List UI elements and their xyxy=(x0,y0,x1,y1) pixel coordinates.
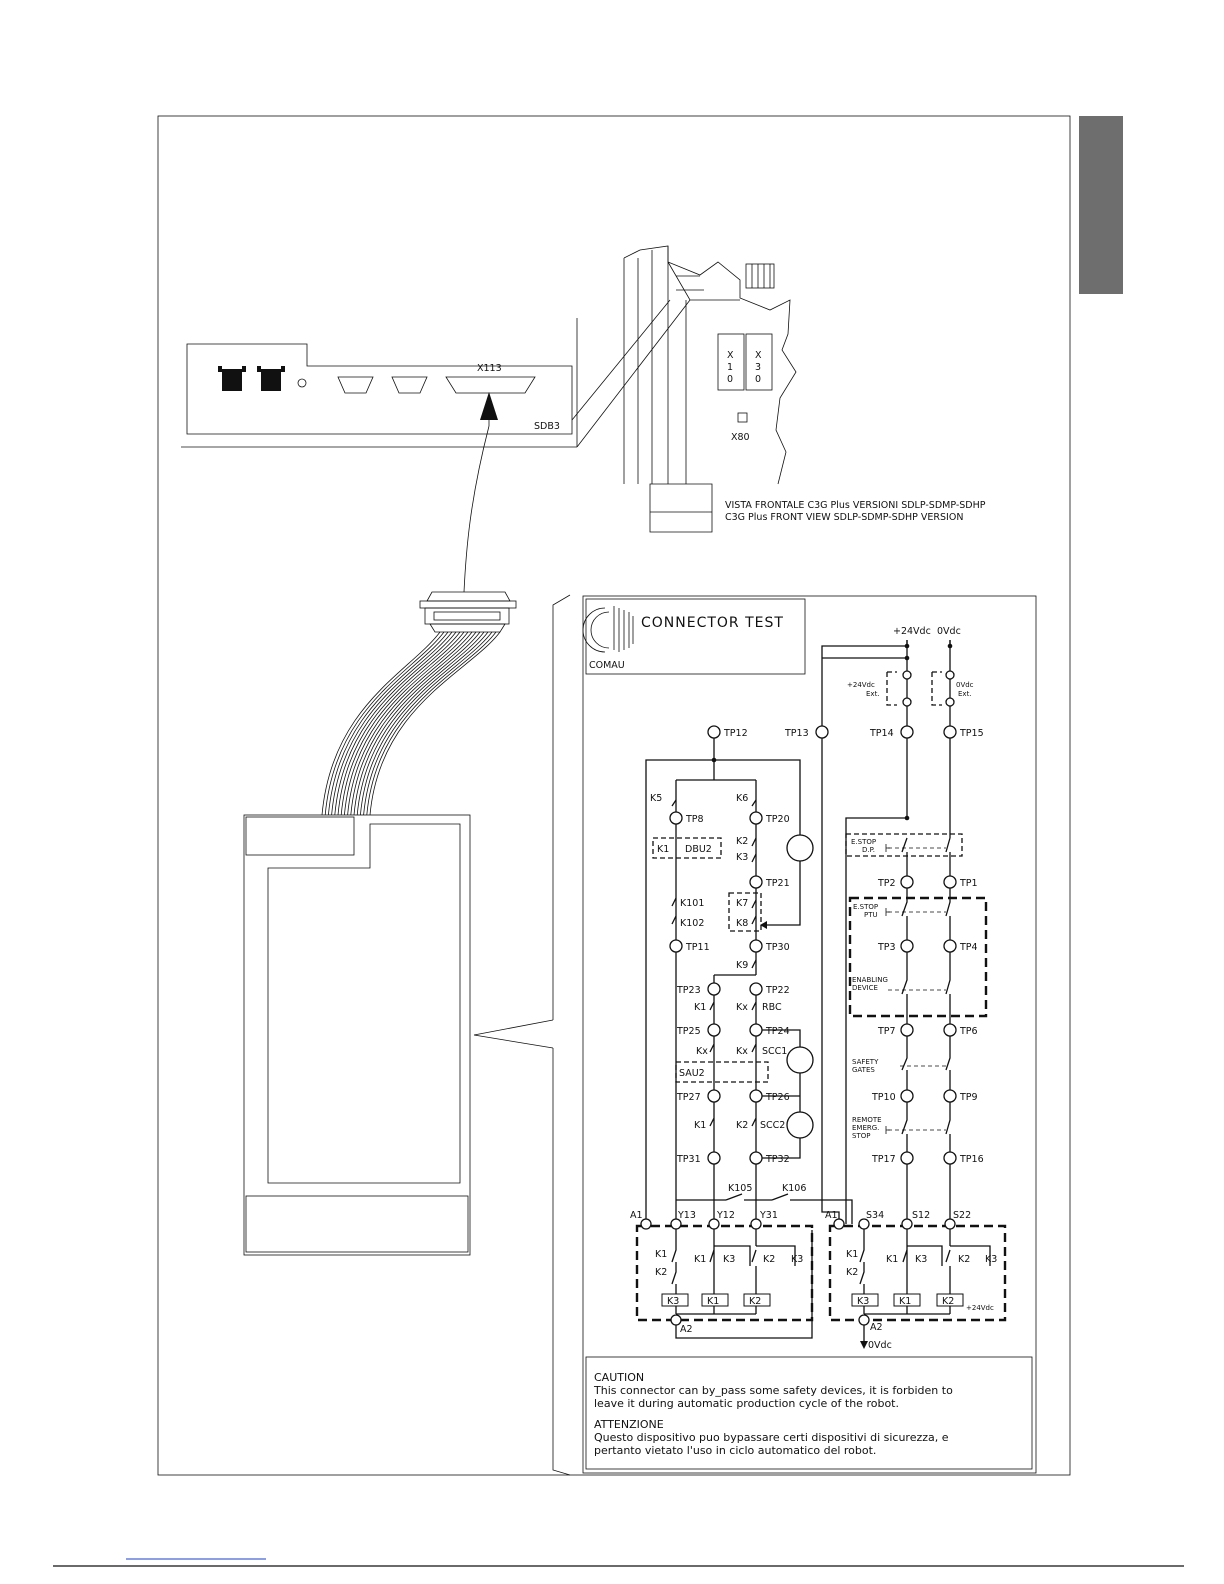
estop-dp-label: E.STOP xyxy=(851,838,877,846)
coil-k1-left: K1 xyxy=(707,1296,720,1307)
tp4-label: TP4 xyxy=(960,942,978,953)
x10-label: X 1 0 xyxy=(727,350,734,385)
tp27-label: TP27 xyxy=(677,1092,701,1103)
tp7-label: TP7 xyxy=(878,1026,896,1037)
safety-gates-label: SAFETY xyxy=(852,1058,879,1066)
k2-label-r1: K2 xyxy=(655,1267,668,1278)
supply-plus-label: +24Vdc xyxy=(893,626,931,637)
ext-plus-label: +24Vdc xyxy=(847,681,875,689)
k7-label: K7 xyxy=(736,898,749,909)
coil-k1-right: K1 xyxy=(899,1296,912,1307)
kx-label-a: Kx xyxy=(736,1002,748,1013)
k1-label-dbu: K1 xyxy=(657,844,670,855)
ext-zero-label: 0Vdc xyxy=(956,681,974,689)
page-side-tab xyxy=(1079,116,1123,294)
k106-label: K106 xyxy=(782,1183,807,1194)
a1-label-right: A1 xyxy=(825,1210,838,1221)
attenzione-title: ATTENZIONE xyxy=(594,1418,664,1431)
controller-front-view xyxy=(624,246,986,532)
k1-label-r5: K1 xyxy=(886,1254,899,1265)
estop-ptu-label-2: PTU xyxy=(864,911,878,919)
remote-estop-label-3: STOP xyxy=(852,1132,871,1140)
estop-dp-label-2: D.P. xyxy=(862,846,875,854)
a1-label-left: A1 xyxy=(630,1210,643,1221)
a2-label-right: A2 xyxy=(870,1322,883,1333)
tp1-label: TP1 xyxy=(960,878,978,889)
tp20-label: TP20 xyxy=(766,814,790,825)
k3-label-r5: K3 xyxy=(915,1254,928,1265)
tp13-label: TP13 xyxy=(785,728,809,739)
kx-label-c: Kx xyxy=(736,1046,748,1057)
sdb3-label: SDB3 xyxy=(534,421,560,432)
k3-label-r6: K3 xyxy=(985,1254,998,1265)
tp10-label: TP10 xyxy=(872,1092,896,1103)
ribbon-wire xyxy=(364,632,492,815)
coil-k3-left: K3 xyxy=(667,1296,680,1307)
k101-label: K101 xyxy=(680,898,705,909)
enabling-label: ENABLING xyxy=(852,976,888,984)
k105-label: K105 xyxy=(728,1183,753,1194)
k3-label-r3: K3 xyxy=(791,1254,804,1265)
k1-label-r1: K1 xyxy=(655,1249,668,1260)
k9-label: K9 xyxy=(736,960,749,971)
attenzione-line-1: Questo dispositivo puo bypassare certi dispositivi di sicurezza, e xyxy=(594,1431,949,1444)
x80-label: X80 xyxy=(731,432,750,443)
schematic xyxy=(583,596,1036,1473)
s22-label: S22 xyxy=(953,1210,972,1221)
tp21-label: TP21 xyxy=(766,878,790,889)
figure-frame xyxy=(158,116,1070,1475)
tp22-label: TP22 xyxy=(766,985,790,996)
coil-k3-right: K3 xyxy=(857,1296,870,1307)
ext-zero-label-2: Ext. xyxy=(958,690,972,698)
tp23-label: TP23 xyxy=(677,985,701,996)
a2-label-left: A2 xyxy=(680,1324,693,1335)
ribbon-cable xyxy=(322,632,500,815)
controller-caption-it: VISTA FRONTALE C3G Plus VERSIONI SDLP-SDMP-SDHP xyxy=(725,500,986,511)
k3-label-r2: K3 xyxy=(723,1254,736,1265)
remote-estop-label-2: EMERG. xyxy=(852,1124,880,1132)
k6-label: K6 xyxy=(736,793,749,804)
controller-caption-en: C3G Plus FRONT VIEW SDLP-SDMP-SDHP VERSION xyxy=(725,512,964,523)
tp16-label: TP16 xyxy=(960,1154,984,1165)
tp6-label: TP6 xyxy=(960,1026,978,1037)
coil-k2-right: K2 xyxy=(942,1296,955,1307)
x113-label: X113 xyxy=(477,363,502,374)
ribbon-wire xyxy=(325,632,444,815)
ribbon-wire xyxy=(332,632,452,815)
safety-gates-label-2: GATES xyxy=(852,1066,875,1074)
k102-label: K102 xyxy=(680,918,705,929)
ext-plus-label-2: Ext. xyxy=(866,690,880,698)
jumper-link-1 xyxy=(787,835,813,861)
ribbon-wire xyxy=(370,632,500,815)
coil-k2-left: K2 xyxy=(749,1296,762,1307)
y12-label: Y12 xyxy=(717,1210,735,1221)
k8-label: K8 xyxy=(736,918,749,929)
tp25-label: TP25 xyxy=(677,1026,701,1037)
supply-zero-label: 0Vdc xyxy=(937,626,961,637)
connector-body xyxy=(244,815,470,1255)
tp30-label: TP30 xyxy=(766,942,790,953)
comau-logo-icon xyxy=(583,606,633,652)
estop-ptu-label: E.STOP xyxy=(853,903,879,911)
sdb3-board xyxy=(181,318,577,447)
tp15-label: TP15 xyxy=(960,728,984,739)
tp12-label: TP12 xyxy=(724,728,748,739)
caution-line-2: leave it during automatic production cycle of the robot. xyxy=(594,1397,899,1410)
caution-line-1: This connector can by_pass some safety devices, it is forbiden to xyxy=(594,1384,953,1397)
jumper-link-2 xyxy=(787,1047,813,1073)
tp26-label: TP26 xyxy=(766,1092,790,1103)
schematic-title: CONNECTOR TEST xyxy=(641,615,784,631)
tp32-label: TP32 xyxy=(766,1154,790,1165)
tp17-label: TP17 xyxy=(872,1154,896,1165)
tp9-label: TP9 xyxy=(960,1092,978,1103)
remote-estop-label: REMOTE xyxy=(852,1116,882,1124)
y13-label: Y13 xyxy=(678,1210,696,1221)
enabling-label-2: DEVICE xyxy=(852,984,878,992)
kx-label-b: Kx xyxy=(696,1046,708,1057)
ribbon-wire xyxy=(367,632,496,815)
s12-label: S12 xyxy=(912,1210,931,1221)
tp11-label: TP11 xyxy=(686,942,710,953)
k5-label: K5 xyxy=(650,793,663,804)
ribbon-wire xyxy=(322,632,440,815)
arrow-up-icon xyxy=(480,392,498,420)
test-connector-plug xyxy=(420,592,516,632)
caution-title: CAUTION xyxy=(594,1371,645,1384)
k1-label-r4: K1 xyxy=(846,1249,859,1260)
k2-label-a: K2 xyxy=(736,836,749,847)
arrow-down-icon xyxy=(860,1341,868,1349)
y31-label: Y31 xyxy=(760,1210,778,1221)
tp2-label: TP2 xyxy=(878,878,896,889)
k3-label-a: K3 xyxy=(736,852,749,863)
attenzione-line-2: pertanto vietato l'uso in ciclo automatico del robot. xyxy=(594,1444,877,1457)
scc1-label: SCC1 xyxy=(762,1046,788,1057)
k2-label-b: K2 xyxy=(736,1120,749,1131)
sau2-label: SAU2 xyxy=(679,1068,705,1079)
rbc-label: RBC xyxy=(762,1002,782,1013)
zero-label: 0Vdc xyxy=(868,1340,892,1351)
tp3-label: TP3 xyxy=(878,942,896,953)
tp31-label: TP31 xyxy=(677,1154,701,1165)
dbu2-label: DBU2 xyxy=(685,844,712,855)
tp14-label: TP14 xyxy=(870,728,894,739)
plus24-label: +24Vdc xyxy=(966,1304,994,1312)
k1-label-r2: K1 xyxy=(694,1254,707,1265)
k2-label-r2: K2 xyxy=(763,1254,776,1265)
k2-label-r4: K2 xyxy=(846,1267,859,1278)
tp24-label: TP24 xyxy=(766,1026,790,1037)
ribbon-wire xyxy=(328,632,448,815)
jumper-link-3 xyxy=(787,1112,813,1138)
k2-label-r5: K2 xyxy=(958,1254,971,1265)
x30-label: X 3 0 xyxy=(755,350,762,385)
scc2-label: SCC2 xyxy=(760,1120,786,1131)
tp8-label: TP8 xyxy=(686,814,704,825)
test-cable xyxy=(464,426,489,592)
logo-text: COMAU xyxy=(589,660,625,671)
s34-label: S34 xyxy=(866,1210,885,1221)
k1-label-b: K1 xyxy=(694,1002,707,1013)
k1-label-c: K1 xyxy=(694,1120,707,1131)
